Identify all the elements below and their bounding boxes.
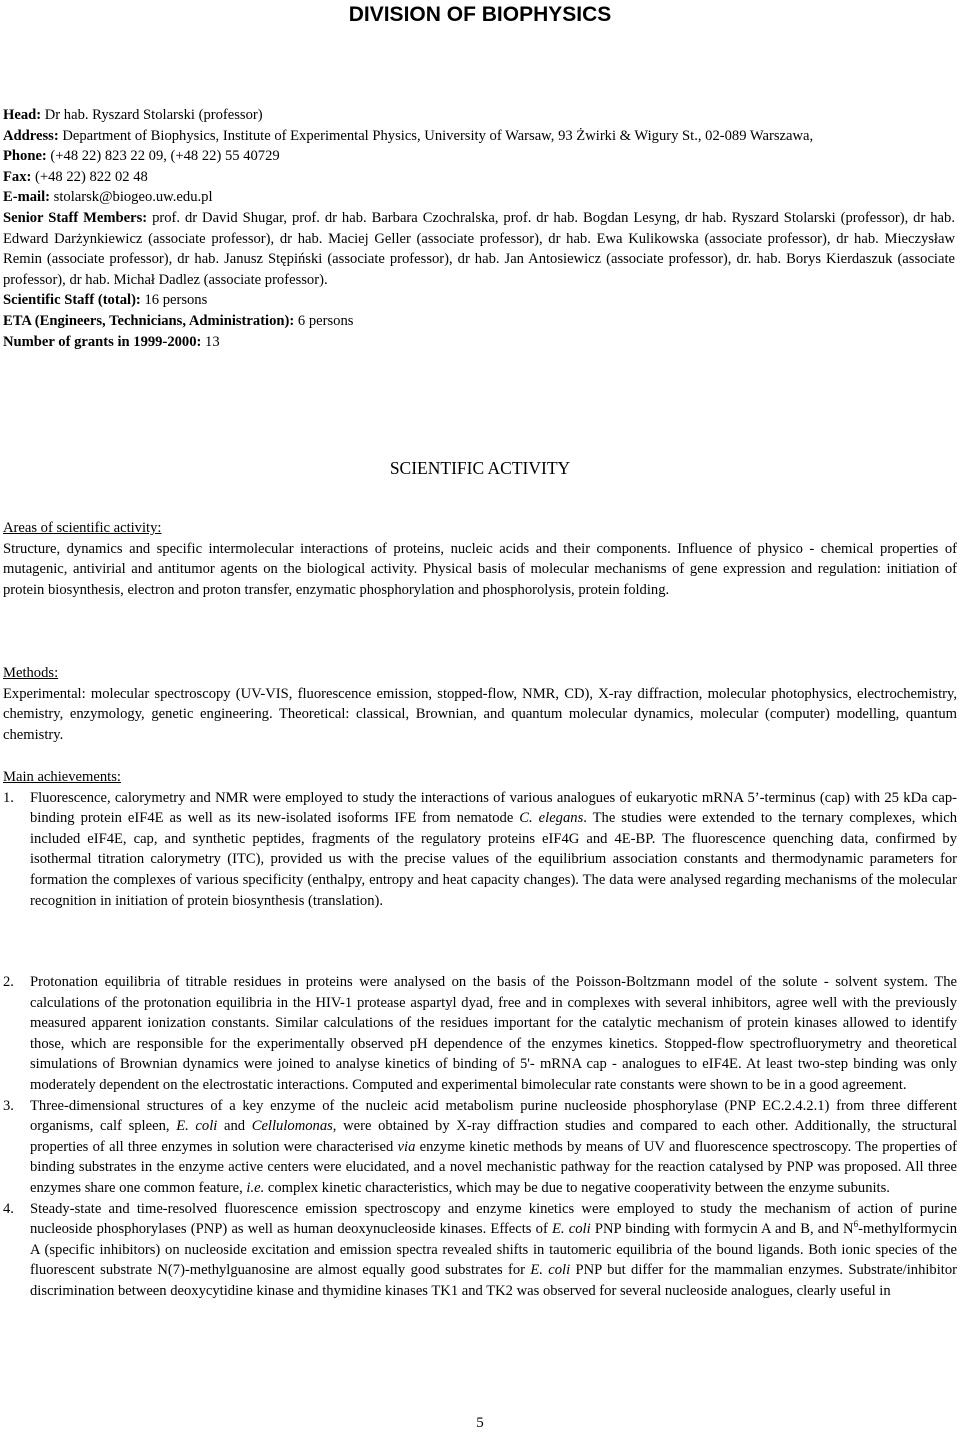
methods-label: Methods: [3,665,59,681]
areas-text: Structure, dynamics and specific intermolecular interactions of proteins, nucleic acids and their components. Influence of physico - chemical properties of mutagenic, antivirial and antitumor agents on the biological activity. Physical basis of molecular mechanisms of gene expression and regulation: initiation of protein biosynthesis, electron and proton transfer, enzymatic phosphorylation and phosphorolysis, protein folding. [3,540,957,598]
page-number: 5 [476,1415,484,1431]
list-item: 1. Fluorescence, calorymetry and NMR were employed to study the interactions of various analogues of eukaryotic mRNA 5’-terminus (cap) with 25 kDa cap-binding protein eIF4E as well as its new-isolated isoforms IFE from nematode C. elegans. The studies were extended to the ternary complexes, which included eIF4E, cap, and synthetic peptides, fragments of the regulatory proteins eIF4G and 4E-BP. The fluorescence quenching data, confirmed by isothermal titration calorymetry (ITC), provided us with the precise values of the equilibrium association constants and thermodynamic parameters for formation the complexes of various specificity (enthalpy, entropy and heat capacity changes). The data were analysed regarding mechanisms of the molecular recognition in initiation of protein biosynthesis (translation). [3,789,957,909]
achievements-label: Main achievements: [3,769,121,785]
list-item: 2. Protonation equilibria of titrable residues in proteins were analysed on the basis of the Poisson-Boltzmann model of the solute - solvent system. The calculations of the protonation equilibria in the HIV-1 protease aspartyl dyad, free and in complexes with several inhibitors, agree well with the previously measured apparent ionization constants. Similar calculations of the residues important for the catalytic mechanism of protein kinases allowed to identify those, which are responsible for the experimentally observed pH dependence of the enzymes kinetics. Stopped-flow spectrofluorymetry and theoretical simulations of Brownian dynamics were joined to analyse kinetics of binding of 5'- mRNA cap - analogues to eIF4E. At least two-step binding was only moderately dependent on the electrostatic interactions. Computed and experimental bimolecular rate constants were shown to be in a good agreement. [3,974,957,1093]
email-line: E-mail: stolarsk@biogeo.uw.edu.pl [3,189,213,206]
areas-label: Areas of scientific activity: [3,520,162,536]
list-item: 3. Three-dimensional structures of a key enzyme of the nucleic acid metabolism purine nucleoside phosphorylase (PNP EC.2.4.2.1) from three different organisms, calf spleen, E. coli and Cellulomonas, were obtained by X-ray diffraction studies and compared to each other. Additionally, the structural properties of all three enzymes in solution were characterised via enzyme kinetic methods by means of UV and fluorescence spectroscopy. The properties of binding substrates in the enzyme active centers were elucidated, and a novel mechanistic pathway for the reaction catalysed by PNP was proposed. All three enzymes share one common feature, i.e. complex kinetic characteristics, which may be due to negative cooperativity between the enzyme subunits. [3,1097,958,1196]
scientific-staff-line: Scientific Staff (total): 16 persons [3,292,208,309]
staff-members: Senior Staff Members: prof. dr David Shugar, prof. dr hab. Barbara Czochralska, prof. dr hab. Bogdan Lesyng, dr hab. Ryszard Stolarski (professor), dr hab. Edward Darżynkiewicz (associate professor), dr hab. Maciej Geller (associate professor), dr hab. Ewa Kulikowska (associate professor), dr hab. Mieczysław Remin (associate professor), dr hab. Janusz Stępiński (associate professor), dr hab. Jan Antosiewicz (associate professor), dr. hab. Borys Kierdaszuk (associate professor), dr hab. Michał Dadlez (associate professor). [3,209,955,288]
areas-section [3,518,957,600]
list-item: 4. Steady-state and time-resolved fluorescence emission spectroscopy and enzyme kinetics were employed to study the mechanism of action of purine nucleoside phosphorylases (PNP) as well as human deoxynucleoside kinases. Effects of E. coli PNP binding with formycin A and B, and $N^6$-methylformycin A (specific inhibitors) on nucleoside excitation and emission spectra revealed shifts in tautomeric equilibria of the bound ligands. Both ionic species of the fluorescent substrate N(7)-methylguanosine are almost equally good substrates for E. coli PNP but differ for the mammalian enzymes. Substrate/inhibitor discrimination between deoxycytidine kinase and thymidine kinases TK1 and TK2 was observed for several nucleoside analogues, clearly useful in [3,1200,957,1299]
achievements-list [3,788,957,912]
phone-line: Phone: (+48 22) 823 22 09, (+48 22) 55 40729 [3,148,280,165]
section-title: SCIENTIFIC ACTIVITY [389,458,571,478]
fax-line: Fax: (+48 22) 822 02 48 [3,168,148,185]
division-info [3,105,955,352]
achievements-continued [3,972,957,1302]
eta-line: ETA (Engineers, Technicians, Administration): 6 persons [3,312,354,329]
methods-text: Experimental: molecular spectroscopy (UV-VIS, fluorescence emission, stopped-flow, NMR, CD), X-ray diffraction, molecular photophysics, electrochemistry, chemistry, enzymology, genetic engineering. Theoretical: classical, Brownian, and quantum molecular dynamics, molecular (computer) modelling, quantum chemistry. [3,685,957,743]
achievements-section [3,767,957,911]
head-line: Head: Dr hab. Ryszard Stolarski (professor) [3,107,263,123]
methods-section [3,663,957,745]
grants-line: Number of grants in 1999-2000: 13 [3,333,220,350]
page-title: DIVISION OF BIOPHYSICS [348,3,612,26]
achievements-list-continued [3,972,957,1302]
address-line: Address: Department of Biophysics, Institute of Experimental Physics, University of Warsaw, 93 Żwirki & Wigury St., 02-089 Warszawa, [3,127,814,144]
